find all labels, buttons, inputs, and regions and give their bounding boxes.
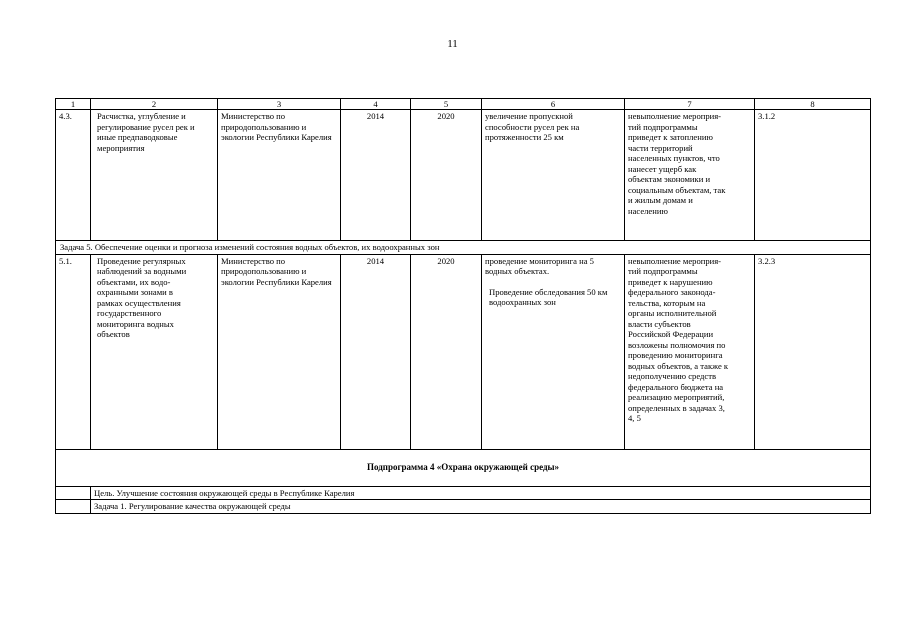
action-cell: Расчистка, углубление и регулирование русел рек и иные предпаводковые мероприятия — [91, 110, 218, 241]
result-cell — [482, 254, 625, 449]
table-row — [56, 110, 871, 241]
end-year-cell: 2020 — [411, 254, 482, 449]
task-1-cell: Задача 1. Регулирование качества окружающей среды — [91, 500, 871, 514]
subprogram-title: Подпрограмма 4 «Охрана окружающей среды» — [56, 449, 871, 486]
empty-cell — [56, 500, 91, 514]
task-row — [56, 500, 871, 514]
indicator-cell: 3.2.3 — [755, 254, 871, 449]
col-header-3: 3 — [218, 99, 341, 110]
result-cell: увеличение пропускной способности русел рек на протяженности 25 км — [482, 110, 625, 241]
empty-cell — [56, 486, 91, 500]
table-row — [56, 254, 871, 449]
row-number: 5.1. — [56, 254, 91, 449]
executor-cell: Министерство по природопользованию и экологии Республики Карелия — [218, 110, 341, 241]
start-year-cell: 2014 — [341, 254, 411, 449]
end-year-cell: 2020 — [411, 110, 482, 241]
action-text: Проведение регулярных наблюдений за водными объектами, их водо- охранными зонами в рамках осуществления государственного мониторинга водных объектов — [97, 255, 187, 339]
start-year-cell: 2014 — [341, 110, 411, 241]
row-number: 4.3. — [56, 110, 91, 241]
executor-cell: Министерство по природопользованию и экологии Республики Карелия — [218, 254, 341, 449]
subprogram-row — [56, 449, 871, 486]
action-cell — [91, 254, 218, 449]
col-header-8: 8 — [755, 99, 871, 110]
goal-row — [56, 486, 871, 500]
indicator-cell: 3.1.2 — [755, 110, 871, 241]
col-header-7: 7 — [625, 99, 755, 110]
result-text-2: Проведение обследования 50 км водоохранных зон — [489, 286, 608, 307]
page-number: 11 — [447, 38, 458, 50]
col-header-2: 2 — [91, 99, 218, 110]
goal-cell: Цель. Улучшение состояния окружающей среды в Республике Карелия — [91, 486, 871, 500]
consequence-cell — [625, 110, 755, 241]
col-header-4: 4 — [341, 99, 411, 110]
col-header-6: 6 — [482, 99, 625, 110]
consequence-text: невыполнение мероприя- тий подпрограммы приведет к затоплению части территорий населенных пунктов, что нанесет ущерб как объектам экономики и социальным объектам, так и жилым домам и населению — [628, 111, 726, 216]
header-row — [56, 99, 871, 110]
result-text-1: проведение мониторинга на 5 водных объектах. — [485, 255, 594, 276]
consequence-cell — [625, 254, 755, 449]
task-row — [56, 241, 871, 255]
col-header-1: 1 — [56, 99, 91, 110]
consequence-text: невыполнение мероприя- тий подпрограммы приведет к нарушению федерального законода- тельства, которым на органы исполнительной власти субъектов Российской Федерации возложены полномочия по проведению мониторинга водных объектов, а также к недополучению средств федерального бюджета на реализацию мероприятий, определенных в задачах 3, 4, 5 — [628, 255, 729, 423]
activities-table — [55, 98, 871, 514]
col-header-5: 5 — [411, 99, 482, 110]
task-5-cell: Задача 5. Обеспечение оценки и прогноза изменений состояния водных объектов, их водоохранных зон — [56, 241, 871, 255]
